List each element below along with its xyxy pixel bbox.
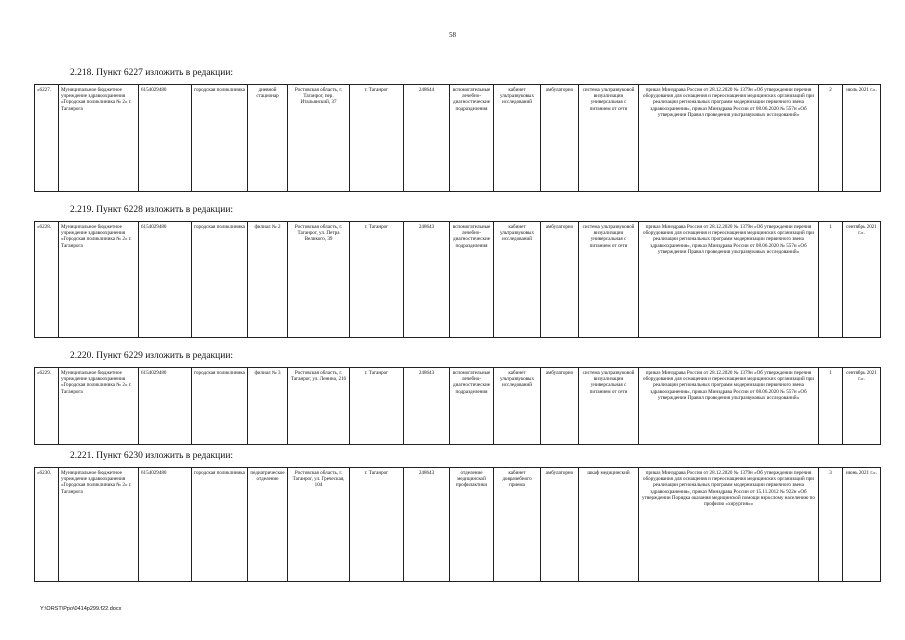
cell-quantity: 2 xyxy=(819,85,843,192)
cell-room: кабинет ультразвуковых исследований xyxy=(494,368,541,445)
cell-room: кабинет ультразвуковых исследований xyxy=(494,85,541,192)
cell-equipment: система ультразвуковой визуализации универсальная с питанием от сети xyxy=(579,368,639,445)
record-table-6230 xyxy=(34,467,881,582)
cell-subdivision: дневной стационар xyxy=(248,85,288,192)
cell-basis: приказ Минздрава России от 28.12.2020 № 1379н «Об утверждении перечня оборудования для оснащения и переоснащения медицинских организаций при реализации региональных программ модернизации первичного звена здравоохранения», приказ Минздрава России от 08.06.2020 № 557н «Об утверждении Правил проведения ультразвуковых исследований» xyxy=(639,85,819,192)
cell-equipment: шкаф медицинский xyxy=(579,468,639,582)
cell-organization: Муниципальное бюджетное учреждение здравоохранения «Городская поликлиника № 2» г. Таганрога xyxy=(59,468,139,582)
section-heading-6228: 2.219. Пункт 6228 изложить в редакции: xyxy=(70,205,234,215)
cell-address: Ростовская область, г. Таганрог, ул. Греческая, 104 xyxy=(288,468,350,582)
cell-organization: Муниципальное бюджетное учреждение здравоохранения «Городская поликлиника № 2» г. Таганрога xyxy=(59,222,139,338)
cell-department: вспомогательные лечебно-диагностические подразделения xyxy=(450,222,494,338)
cell-date: сентябрь 2021 г.». xyxy=(843,222,881,338)
cell-care-form: амбулаторно xyxy=(541,85,579,192)
cell-number: «6230. xyxy=(35,468,59,582)
cell-inn: 6154029480 xyxy=(139,468,192,582)
cell-inn: 6154029480 xyxy=(139,85,192,192)
record-table-6227 xyxy=(34,84,881,192)
cell-care-form: амбулаторно xyxy=(541,468,579,582)
cell-room: кабинет ультразвуковых исследований xyxy=(494,222,541,338)
cell-address: Ростовская область, г. Таганрог, ул. Ленина, 216 xyxy=(288,368,350,445)
cell-date: июнь 2021 г.». xyxy=(843,468,881,582)
cell-number: «6227. xyxy=(35,85,59,192)
cell-basis: приказ Минздрава России от 28.12.2020 № 1379н «Об утверждении перечня оборудования для оснащения и переоснащения медицинских организаций при реализации региональных программ модернизации первичного звена здравоохранения», приказ Минздрава России от 08.06.2020 № 557н «Об утверждении Правил проведения ультразвуковых исследований» xyxy=(639,222,819,338)
cell-subdivision: педиатрическое отделение xyxy=(248,468,288,582)
cell-address: Ростовская область, г. Таганрог, ул. Петра Великого, 39 xyxy=(288,222,350,338)
cell-organization: Муниципальное бюджетное учреждение здравоохранения «Городская поликлиника № 2» г. Таганрога xyxy=(59,85,139,192)
section-heading-6229: 2.220. Пункт 6229 изложить в редакции: xyxy=(70,351,234,361)
table-row xyxy=(35,85,881,192)
cell-quantity: 3 xyxy=(819,468,843,582)
cell-date: июль 2021 г.». xyxy=(843,85,881,192)
cell-inn: 6154029480 xyxy=(139,368,192,445)
cell-date: сентябрь 2021 г.». xyxy=(843,368,881,445)
cell-org-type: городская поликлиника xyxy=(192,368,248,445)
cell-code: 248643 xyxy=(404,368,450,445)
cell-subdivision: филиал № 3 xyxy=(248,368,288,445)
section-heading-6227: 2.218. Пункт 6227 изложить в редакции: xyxy=(70,68,234,78)
cell-city: г. Таганрог xyxy=(350,85,404,192)
cell-basis: приказ Минздрава России от 28.12.2020 № 1379н «Об утверждении перечня оборудования для оснащения и переоснащения медицинских организаций при реализации региональных программ модернизации первичного звена здравоохранения», приказ Минздрава России от 08.06.2020 № 557н «Об утверждении Правил проведения ультразвуковых исследований» xyxy=(639,368,819,445)
cell-room: кабинет доврачебного приема xyxy=(494,468,541,582)
cell-equipment: система ультразвуковой визуализации универсальная с питанием от сети xyxy=(579,85,639,192)
cell-department: отделение медицинской профилактики xyxy=(450,468,494,582)
table-row xyxy=(35,468,881,582)
cell-inn: 6154029480 xyxy=(139,222,192,338)
cell-equipment: система ультразвуковой визуализации универсальная с питанием от сети xyxy=(579,222,639,338)
cell-subdivision: филиал № 2 xyxy=(248,222,288,338)
cell-org-type: городская поликлиника xyxy=(192,222,248,338)
cell-department: вспомогательные лечебно-диагностические подразделения xyxy=(450,85,494,192)
cell-org-type: городская поликлиника xyxy=(192,468,248,582)
cell-code: 248644 xyxy=(404,85,450,192)
table-row xyxy=(35,368,881,445)
cell-org-type: городская поликлиника xyxy=(192,85,248,192)
cell-city: г. Таганрог xyxy=(350,368,404,445)
cell-department: вспомогательные лечебно-диагностические подразделения xyxy=(450,368,494,445)
cell-code: 248643 xyxy=(404,222,450,338)
cell-address: Ростовская область, г. Таганрог, пер. Итальянский, 37 xyxy=(288,85,350,192)
cell-quantity: 1 xyxy=(819,368,843,445)
cell-number: «6228. xyxy=(35,222,59,338)
page-number: 58 xyxy=(449,31,456,39)
cell-quantity: 1 xyxy=(819,222,843,338)
cell-care-form: амбулаторно xyxy=(541,368,579,445)
file-path-footer: Y:\ORST\Ppo\0414p299.f22.docx xyxy=(40,606,122,612)
cell-basis: приказ Минздрава России от 28.12.2020 № 1379н «Об утверждении перечня оборудования для оснащения и переоснащения медицинских организаций при реализации региональных программ модернизации первичного звена здравоохранения», приказ Минздрава России от 15.11.2012 № 922н «Об утверждении Порядка оказания медицинской помощи взрослому населению по профилю «хирургия»» xyxy=(639,468,819,582)
cell-city: г. Таганрог xyxy=(350,222,404,338)
table-row xyxy=(35,222,881,338)
cell-care-form: амбулаторно xyxy=(541,222,579,338)
cell-organization: Муниципальное бюджетное учреждение здравоохранения «Городская поликлиника № 2» г. Таганрога xyxy=(59,368,139,445)
record-table-6228 xyxy=(34,221,881,338)
cell-city: г. Таганрог xyxy=(350,468,404,582)
record-table-6229 xyxy=(34,367,881,445)
cell-code: 248643 xyxy=(404,468,450,582)
cell-number: «6229. xyxy=(35,368,59,445)
section-heading-6230: 2.221. Пункт 6230 изложить в редакции: xyxy=(70,451,234,461)
